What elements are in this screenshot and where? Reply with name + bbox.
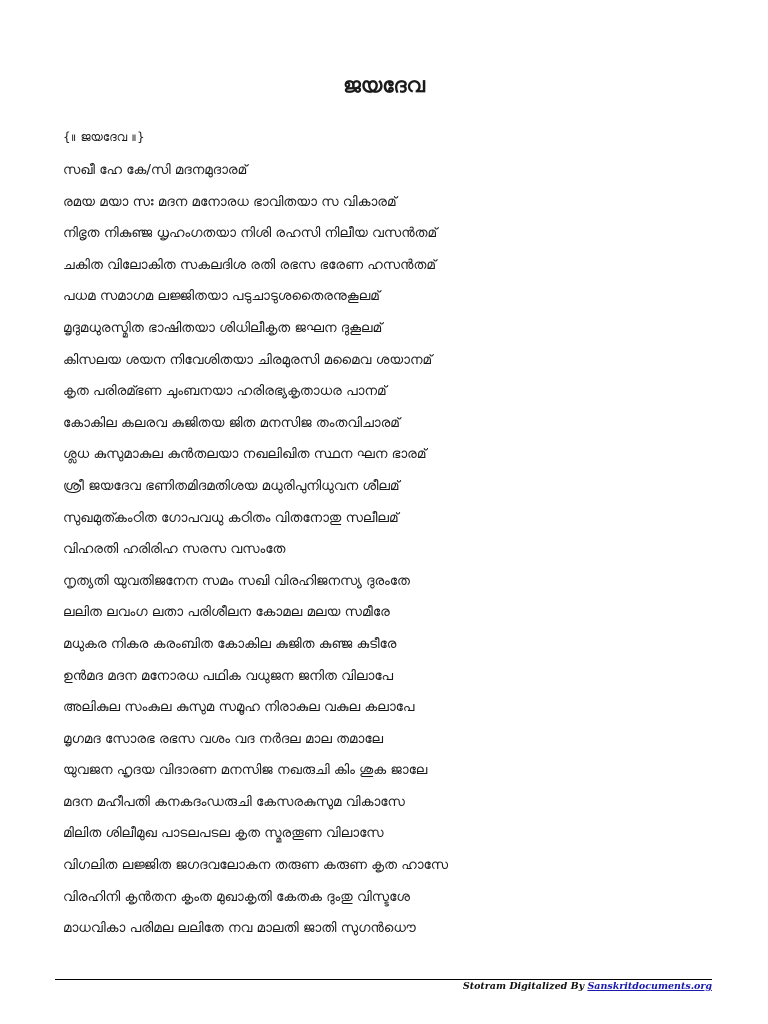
verse-line: വിഹരതി ഹരിരിഹ സരസ വസംതേ [63,541,286,558]
verse-line: പധമ സമാഗമ ലജ്ജിതയാ പടുചാടുശതൈരനുകൂലമ് [63,288,380,305]
verse-line: ലലിത ലവംഗ ലതാ പരിശീലന കോമല മലയ സമീരേ [63,604,390,621]
footer-credit-prefix: Stotram Digitalized By [462,981,588,992]
verse-line: മദന മഹീപതി കനകദംഡരുചി കേസരകുസുമ വികാസേ [63,793,405,810]
verse-line: മാധവികാ പരിമല ലലിതേ നവ മാലതി ജാതി സുഗൻധൌ [63,920,416,937]
page-title: ജയദേവ [343,73,425,98]
verse-line: വിഗലിത ലജ്ജിത ജഗദവലോകന തരുണ കരുണ കൃത ഹാസേ [63,857,449,874]
verse-line: കിസലയ ശയന നിവേശിതയാ ചിരമുരസി മമൈവ ശയാനമ് [63,351,433,368]
verse-line: നൃത്യതി യുവതിജനേന സമം സഖി വിരഹിജനസ്യ ദുരംതേ [63,572,410,589]
verse-line: രമയ മയാ സഃ മദന മനോരധ ഭാവിതയാ സ വികാരമ് [63,193,397,210]
verse-line: നിഭൃത നികുഞ്ജ ധൃഹംഗതയാ നിശി രഹസി നിലീയ വസൻതമ് [63,225,438,242]
verse-line: ശ്രീ ജയദേവ ഭണിതമിദമതിശയ മധുരിപുനിധുവന ശീലമ് [63,477,400,494]
footer-credit [463,980,712,993]
verse-list [63,155,723,945]
verse-line: മധുകര നികര കരംബിത കോകില കുജിത കുഞ്ജ കുടീരേ [63,635,397,652]
verse-line: മൃഗമദ സോരഭ രഭസ വശം വദ നർദല മാല തമാലേ [63,730,384,747]
verse-line: അലികുല സംകുല കുസുമ സമൂഹ നിരാകുല വകുല കലാപേ [63,699,415,716]
verse-line: ശ്ലധ കുസുമാകുല കുൻതലയാ നഖലിഖിത സ്ഥന ഘന ഭാരമ് [63,446,427,463]
verse-line: മിലിത ശിലീമുഖ പാടലപടല കൃത സ്മരതൂണ വിലാസേ [63,825,384,842]
verse-line: കൃത പരിരമ്ഭണ ചുംബനയാ ഹരിരഭ്യകൃതാധര പാനമ് [63,383,387,400]
verse-line: ഉൻമദ മദന മനോരധ പഥിക വധുജന ജനിത വിലാപേ [63,667,394,684]
verse-line: സഖീ ഹേ കേ/സി മദനമുദാരമ് [63,162,248,178]
verse-line: വിരഹിനി കൃൻതന കൃംത മുഖാകൃതി കേതക ദുംതു വിസ്ടശേ [63,888,410,905]
verse-line: സുഖമുത്കംഠിത ഗോപവധു കഠിതം വിതനോതു സലീലമ് [63,509,399,526]
verse-line: യുവജന ഹൃദയ വിദാരണ മനസിജ നഖരുചി കിം ശുക ജാലേ [63,762,428,779]
verse-line: കോകില കലരവ കുജിതയ ജിത മനസിജ തംതവിചാരമ് [63,414,400,431]
verse-line: ചകിത വിലോകിത സകലദിശ രതി രഭസ ഭരേണ ഹസൻതമ് [63,256,437,273]
verse-line: മൃദുമധുരസ്മിത ഭാഷിതയാ ശിധിലീകൃത ജഘന ദുകൂലമ് [63,319,383,336]
sanskritdocuments-link[interactable]: Sanskritdocuments.org [587,981,712,992]
subtitle: {॥ ജയദേവ ॥} [63,130,145,144]
